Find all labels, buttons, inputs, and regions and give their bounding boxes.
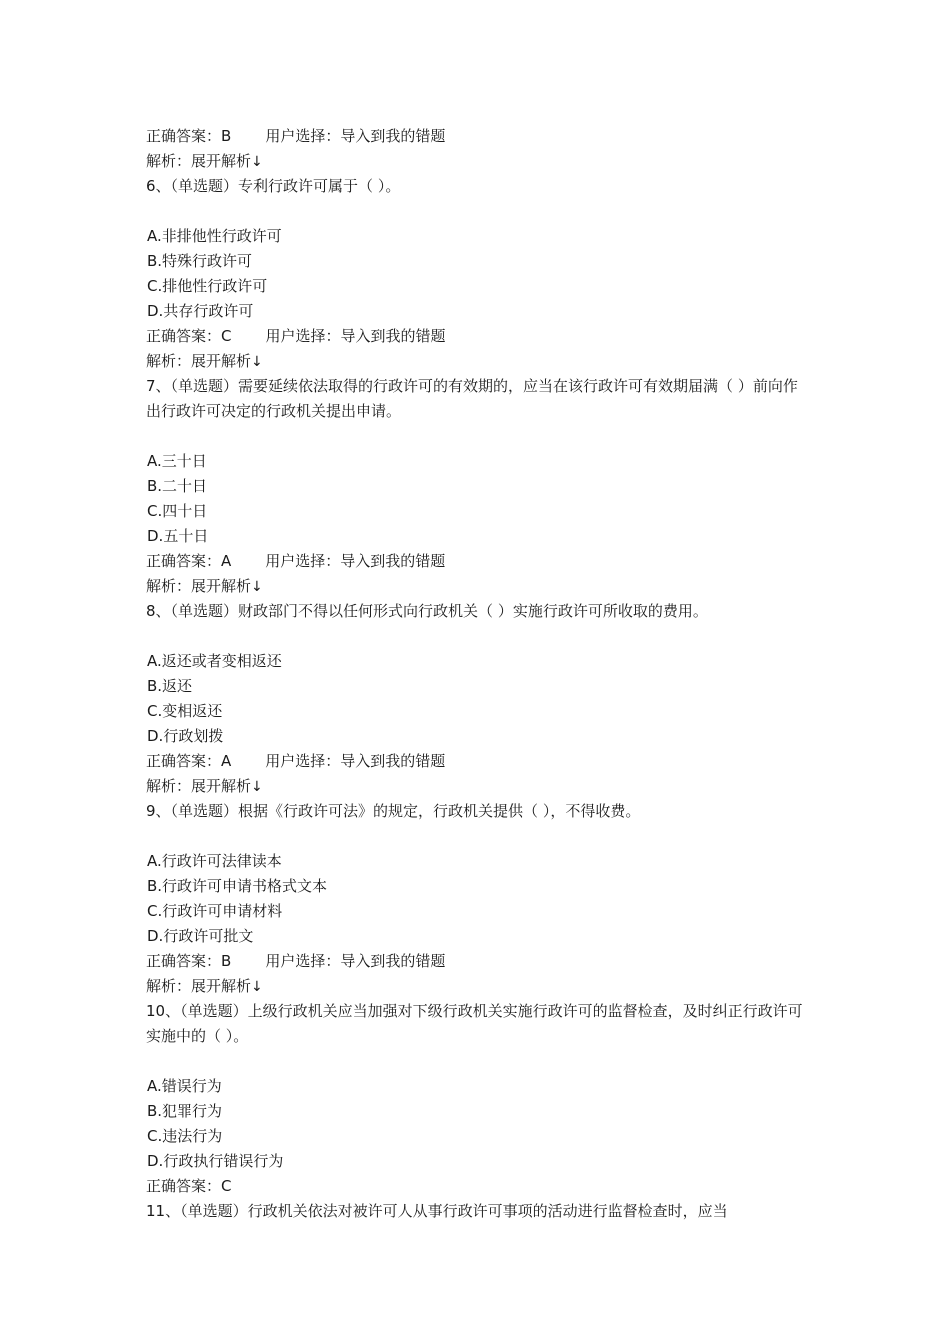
answer-label: 正确答案： (146, 952, 222, 970)
analysis-row (146, 149, 810, 174)
option-b: B.行政许可申请书格式文本 (147, 877, 328, 895)
expand-analysis-link[interactable]: 展开解析↓ (191, 977, 263, 995)
answer-row (146, 124, 810, 149)
option-a: A.非排他性行政许可 (147, 227, 282, 245)
option-a: A.返还或者变相返还 (147, 652, 282, 670)
user-choice-label: 用户选择： (265, 127, 341, 145)
option-c: C.行政许可申请材料 (147, 902, 283, 920)
answer-value: C (221, 327, 232, 345)
option-b: B.二十日 (147, 477, 208, 495)
question-stem: 6、（单选题）专利行政许可属于（ ）。 (146, 177, 401, 195)
answer-label: 正确答案： (146, 1177, 222, 1195)
option-b: B.返还 (147, 677, 193, 695)
option-b: B.犯罪行为 (147, 1102, 223, 1120)
option-d: D.行政执行错误行为 (147, 1152, 284, 1170)
answer-value: B (221, 127, 232, 145)
import-wrong-link[interactable]: 导入到我的错题 (340, 752, 446, 770)
arrow-down-icon: ↓ (251, 354, 263, 370)
answer-label: 正确答案： (146, 127, 222, 145)
question-stem: 10、（单选题）上级行政机关应当加强对下级行政机关实施行政许可的监督检查，及时纠正行政许可实施中的（ ）。 (146, 1002, 803, 1045)
expand-analysis-link[interactable]: 展开解析↓ (191, 577, 263, 595)
answer-value: C (221, 1177, 232, 1195)
analysis-label: 解析： (146, 777, 192, 795)
analysis-label: 解析： (146, 152, 192, 170)
arrow-down-icon: ↓ (251, 154, 263, 170)
analysis-row (146, 974, 810, 999)
option-c: C.变相返还 (147, 702, 223, 720)
answer-label: 正确答案： (146, 752, 222, 770)
import-wrong-link[interactable]: 导入到我的错题 (340, 327, 446, 345)
answer-label: 正确答案： (146, 552, 222, 570)
option-d: D.共存行政许可 (147, 302, 254, 320)
option-a: A.行政许可法律读本 (147, 852, 282, 870)
option-a: A.错误行为 (147, 1077, 222, 1095)
analysis-row (146, 349, 810, 374)
answer-row (146, 1174, 810, 1199)
expand-analysis-link[interactable]: 展开解析↓ (191, 152, 263, 170)
arrow-down-icon: ↓ (251, 979, 263, 995)
user-choice-label: 用户选择： (265, 952, 341, 970)
user-choice-label: 用户选择： (265, 752, 341, 770)
answer-row (146, 949, 810, 974)
analysis-row (146, 574, 810, 599)
option-c: C.排他性行政许可 (147, 277, 268, 295)
option-a: A.三十日 (147, 452, 207, 470)
analysis-label: 解析： (146, 577, 192, 595)
question-list (146, 124, 810, 1224)
analysis-label: 解析： (146, 977, 192, 995)
answer-row (146, 549, 810, 574)
option-d: D.五十日 (147, 527, 209, 545)
question-stem: 11、（单选题）行政机关依法对被许可人从事行政许可事项的活动进行监督检查时，应当 (146, 1202, 728, 1220)
arrow-down-icon: ↓ (251, 579, 263, 595)
analysis-label: 解析： (146, 352, 192, 370)
answer-value: A (221, 552, 232, 570)
arrow-down-icon: ↓ (251, 779, 263, 795)
option-c: C.四十日 (147, 502, 208, 520)
question-stem: 8、（单选题）财政部门不得以任何形式向行政机关（ ）实施行政许可所收取的费用。 (146, 602, 708, 620)
import-wrong-link[interactable]: 导入到我的错题 (340, 552, 446, 570)
user-choice-label: 用户选择： (265, 327, 341, 345)
question-stem: 9、（单选题）根据《行政许可法》的规定，行政机关提供（ ），不得收费。 (146, 802, 641, 820)
option-d: D.行政划拨 (147, 727, 224, 745)
answer-value: A (221, 752, 232, 770)
answer-value: B (221, 952, 232, 970)
analysis-row (146, 774, 810, 799)
option-b: B.特殊行政许可 (147, 252, 253, 270)
user-choice-label: 用户选择： (265, 552, 341, 570)
expand-analysis-link[interactable]: 展开解析↓ (191, 352, 263, 370)
answer-label: 正确答案： (146, 327, 222, 345)
answer-row (146, 324, 810, 349)
option-c: C.违法行为 (147, 1127, 223, 1145)
import-wrong-link[interactable]: 导入到我的错题 (340, 127, 446, 145)
import-wrong-link[interactable]: 导入到我的错题 (340, 952, 446, 970)
expand-analysis-link[interactable]: 展开解析↓ (191, 777, 263, 795)
question-stem: 7、（单选题）需要延续依法取得的行政许可的有效期的，应当在该行政许可有效期届满（ ）前向作出行政许可决定的行政机关提出申请。 (146, 377, 798, 420)
answer-row (146, 749, 810, 774)
option-d: D.行政许可批文 (147, 927, 254, 945)
